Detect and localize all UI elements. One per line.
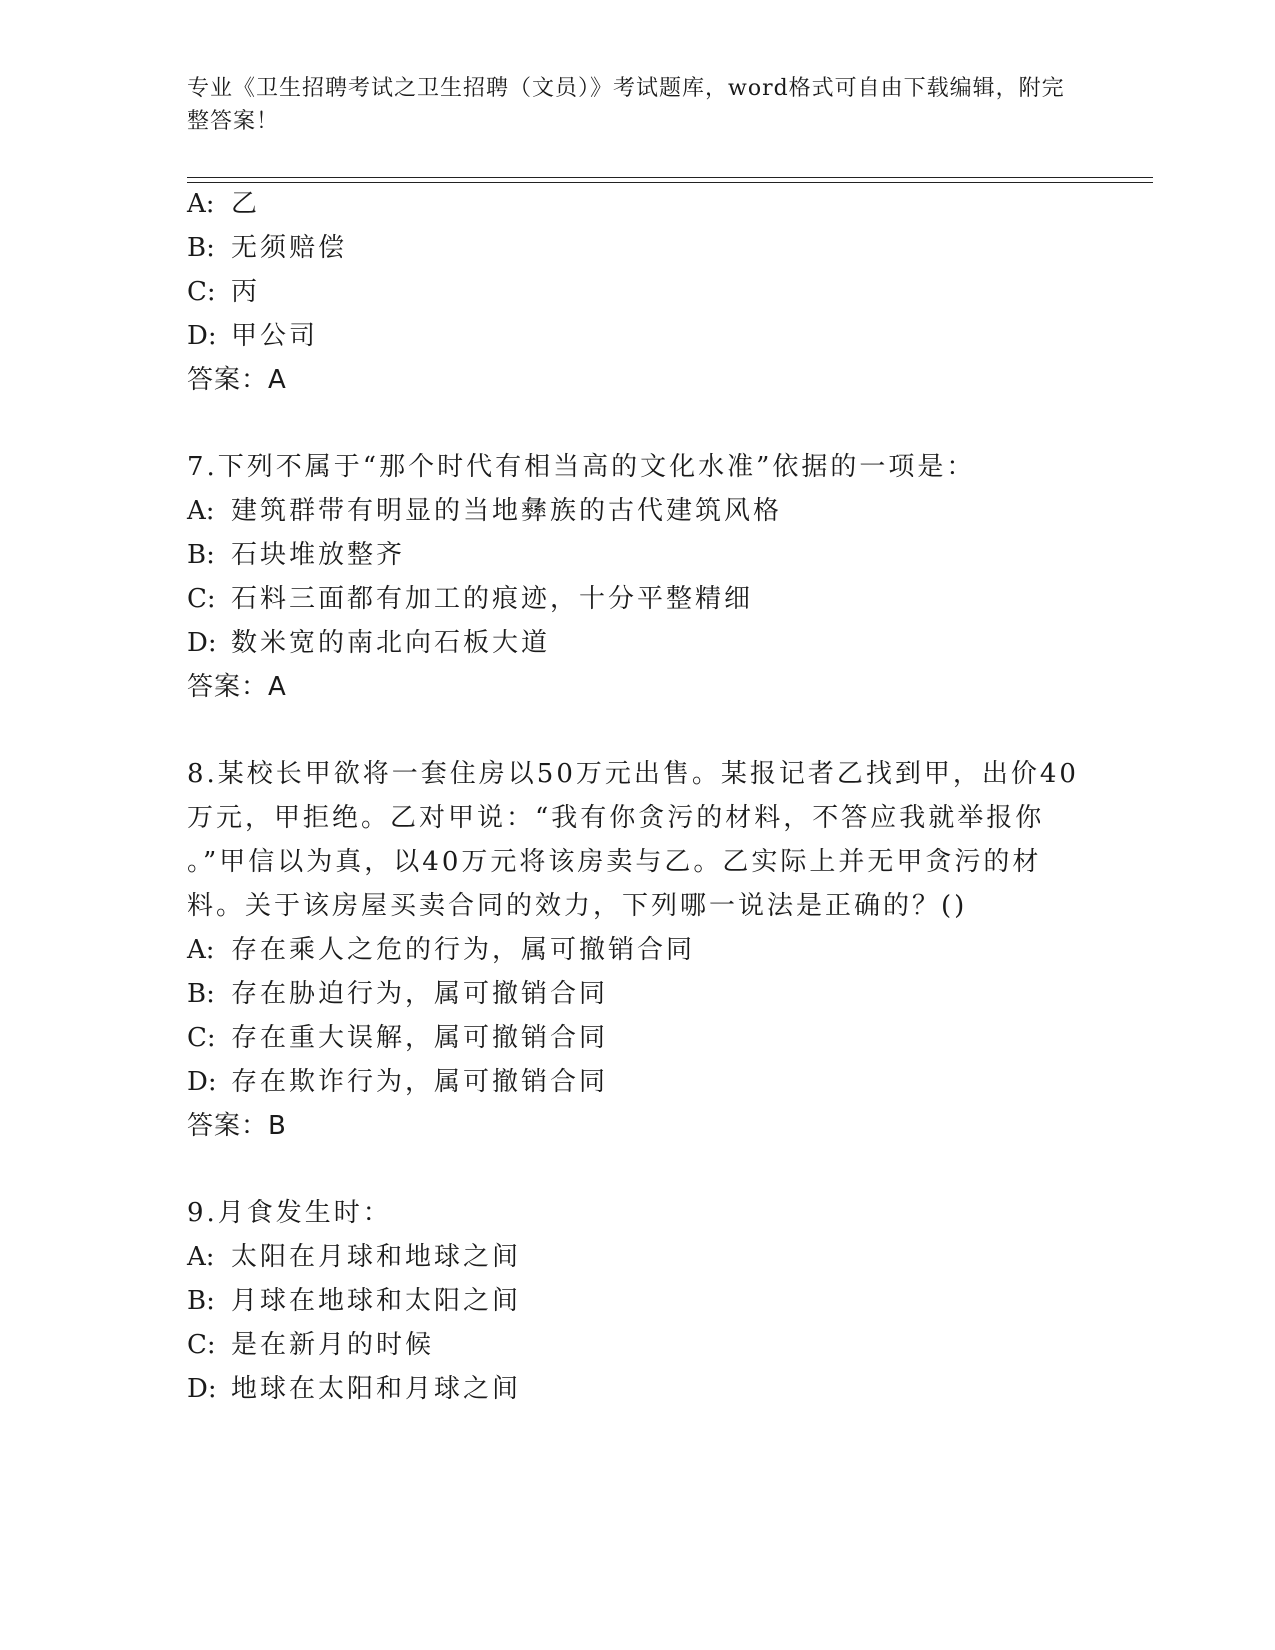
option-c: C: 石料三面都有加工的痕迹，十分平整精细 <box>187 584 754 614</box>
question-8-stem-line-3: 。”甲信以为真，以40万元将该房卖与乙。乙实际上并无甲贪污的材 <box>187 847 1042 877</box>
header-divider-bottom <box>187 182 1153 183</box>
question-9-stem: 9.月食发生时： <box>187 1198 392 1228</box>
question-8-stem-line-1: 8.某校长甲欲将一套住房以50万元出售。某报记者乙找到甲，出价40 <box>187 759 1079 789</box>
option-a: A: 太阳在月球和地球之间 <box>187 1242 522 1272</box>
option-b: B: 存在胁迫行为，属可撤销合同 <box>187 979 609 1009</box>
option-d: D: 存在欺诈行为，属可撤销合同 <box>187 1067 609 1097</box>
question-8-stem-line-4: 料。关于该房屋买卖合同的效力，下列哪一说法是正确的？() <box>187 891 968 921</box>
question-8-stem-line-2: 万元，甲拒绝。乙对甲说：“我有你贪污的材料，不答应我就举报你 <box>187 803 1045 833</box>
question-7-stem: 7.下列不属于“那个时代有相当高的文化水准”依据的一项是： <box>187 452 976 482</box>
document-header: 专业《卫生招聘考试之卫生招聘（文员）》考试题库，word格式可自由下载编辑，附完整答案！ <box>187 76 1065 134</box>
option-a: A: 乙 <box>187 189 261 219</box>
option-b: B: 石块堆放整齐 <box>187 540 406 570</box>
option-b: B: 月球在地球和太阳之间 <box>187 1286 522 1316</box>
option-a: A: 存在乘人之危的行为，属可撤销合同 <box>187 935 696 965</box>
option-c: C: 丙 <box>187 277 261 307</box>
answer-label: 答案：A <box>187 365 287 395</box>
option-b: B: 无须赔偿 <box>187 233 348 263</box>
answer-label: 答案：B <box>187 1111 287 1141</box>
header-divider-top <box>187 177 1153 178</box>
option-d: D: 地球在太阳和月球之间 <box>187 1374 522 1404</box>
option-d: D: 数米宽的南北向石板大道 <box>187 628 551 658</box>
option-c: C: 是在新月的时候 <box>187 1330 435 1360</box>
option-d: D: 甲公司 <box>187 321 319 351</box>
option-a: A: 建筑群带有明显的当地彝族的古代建筑风格 <box>187 496 783 526</box>
option-c: C: 存在重大误解，属可撤销合同 <box>187 1023 609 1053</box>
answer-label: 答案：A <box>187 672 287 702</box>
